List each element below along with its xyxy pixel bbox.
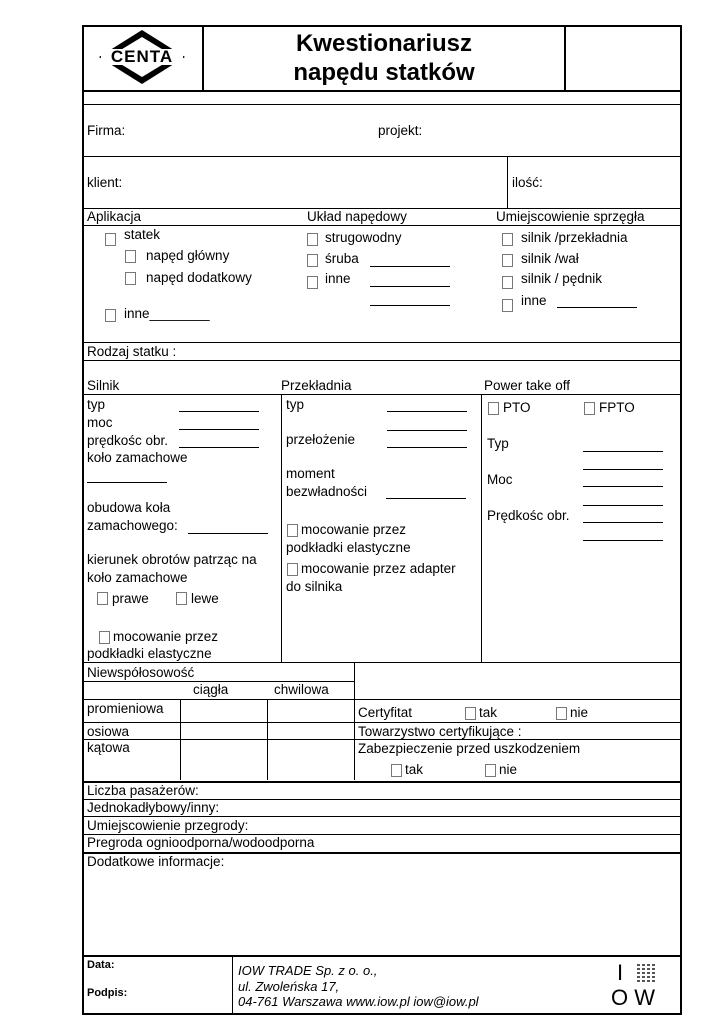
line-under-aplikacja-headings <box>82 225 682 226</box>
katowa-label: kątowa <box>87 740 130 755</box>
projekt-label[interactable]: projekt: <box>378 123 423 138</box>
przelozenie-blank[interactable] <box>387 447 467 448</box>
line-before-rodzaj <box>82 342 682 343</box>
przekladnia-mocowanie-checkbox-2[interactable] <box>287 563 298 576</box>
osiowa-label: osiowa <box>87 724 130 739</box>
pto-label: PTO <box>503 400 531 415</box>
przekladnia-typ-label: typ <box>286 397 305 412</box>
silnik-moc-label: moc <box>87 415 113 430</box>
podpis-label[interactable]: Podpis: <box>87 987 128 999</box>
title-line-2: napędu statków <box>293 59 475 86</box>
pto-typ-label: Typ <box>487 436 509 451</box>
zabezpieczenie-nie-checkbox[interactable] <box>485 764 496 777</box>
silnik-typ-blank[interactable] <box>179 411 259 412</box>
silnik-pednik-label: silnik / pędnik <box>521 271 603 286</box>
promieniowa-label: promieniowa <box>87 701 164 716</box>
silnik-kolo-blank[interactable] <box>87 482 167 483</box>
frame-left <box>82 25 84 1015</box>
line-before-niewspol <box>82 662 682 663</box>
frame-top <box>82 25 682 27</box>
przegrody-label[interactable]: Umiejscowienie przegrody: <box>87 818 249 833</box>
cert-line-1 <box>354 722 682 723</box>
line-after-rodzaj <box>82 360 682 361</box>
przekladnia-typ-blank-2[interactable] <box>387 430 467 431</box>
pto-moc-blank-2[interactable] <box>583 505 663 506</box>
silnik-kierunek-label-1: kierunek obrotów patrząc na <box>87 552 257 567</box>
fpto-label: FPTO <box>599 400 635 415</box>
prawe-label: prawe <box>112 591 149 606</box>
iow-logo-ow: O W <box>611 985 655 1010</box>
silnik-obudowa-label-1: obudowa koła <box>87 500 171 515</box>
fpto-checkbox[interactable] <box>584 402 595 415</box>
naped-glowny-label: napęd główny <box>146 248 230 263</box>
klient-label[interactable]: klient: <box>87 175 123 190</box>
moment-label-2: bezwładności <box>286 484 368 499</box>
pto-checkbox[interactable] <box>488 402 499 415</box>
silnik-obudowa-label-2: zamachowego: <box>87 518 178 533</box>
pto-predkosc-label: Prędkośc obr. <box>487 508 570 523</box>
silnik-typ-label: typ <box>87 397 106 412</box>
pasazerow-label[interactable]: Liczba pasażerów: <box>87 783 199 798</box>
silnik-obudowa-blank[interactable] <box>188 533 268 534</box>
uklad-inne-label: inne <box>325 271 351 286</box>
ilosc-label[interactable]: ilość: <box>512 175 543 190</box>
przekladnia-mocowanie-label-2a: mocowanie przez adapter <box>301 561 456 576</box>
silnik-wal-label: silnik /wał <box>521 251 579 266</box>
niewspol-line-2 <box>82 699 682 700</box>
zabezpieczenie-tak-checkbox[interactable] <box>391 764 402 777</box>
uklad-inne-blank-2[interactable] <box>370 305 450 306</box>
aplikacja-inne-checkbox[interactable] <box>105 309 116 322</box>
frame-bottom <box>82 1013 682 1015</box>
aplikacja-heading: Aplikacja <box>87 209 142 224</box>
ciagla-header: ciągła <box>193 682 229 697</box>
statek-checkbox[interactable] <box>105 233 116 246</box>
silnik-przekladnia-divider <box>281 394 282 662</box>
firma-label[interactable]: Firma: <box>87 123 126 138</box>
header-divider-right <box>564 25 566 90</box>
naped-dodatkowy-label: napęd dodatkowy <box>146 270 252 285</box>
pto-predkosc-blank-2[interactable] <box>583 540 663 541</box>
statek-label: statek <box>124 227 161 242</box>
umiejscowienie-inne-label: inne <box>521 293 547 308</box>
certyfitat-tak-checkbox[interactable] <box>465 707 476 720</box>
logo-text: CENTA <box>110 47 174 66</box>
lewe-checkbox[interactable] <box>176 592 187 605</box>
row-line-2 <box>82 816 682 817</box>
centa-logo <box>97 28 187 86</box>
przekladnia-typ-blank[interactable] <box>387 411 467 412</box>
page-title <box>204 29 564 87</box>
uklad-heading: Układ napędowy <box>307 209 407 224</box>
line-before-footer <box>82 955 682 957</box>
silnik-mocowanie-label-1: mocowanie przez <box>113 629 219 644</box>
pto-typ-blank-2[interactable] <box>583 469 663 470</box>
umiejscowienie-inne-checkbox[interactable] <box>502 299 513 312</box>
aplikacja-inne-label[interactable]: inne________ <box>124 306 210 321</box>
niewspol-line-4 <box>82 739 682 740</box>
title-line-1: Kwestionariusz <box>295 30 473 57</box>
strugowodny-label: strugowodny <box>325 230 402 245</box>
strugowodny-checkbox[interactable] <box>307 233 318 246</box>
certyfitat-tak-label: tak <box>479 705 498 720</box>
silnik-mocowanie-label-2: podkładki elastyczne <box>87 646 212 661</box>
pregroda-label[interactable]: Pregroda ognioodporna/wodoodporna <box>87 835 315 850</box>
umiejscowienie-heading: Umiejscowienie sprzęgła <box>496 209 645 224</box>
przelozenie-label: przełożenie <box>286 432 356 447</box>
silnik-predkosc-label: prędkośc obr. <box>87 433 169 448</box>
moment-blank[interactable] <box>386 498 466 499</box>
header-bottom <box>82 90 682 92</box>
silnik-wal-checkbox[interactable] <box>502 254 513 267</box>
silnik-heading: Silnik <box>87 378 120 393</box>
przekladnia-pto-divider <box>481 394 482 662</box>
certyfitat-label: Certyfitat <box>358 705 413 720</box>
pto-typ-blank-1[interactable] <box>583 451 663 452</box>
uklad-inne-blank-1[interactable] <box>370 286 450 287</box>
przekladnia-mocowanie-label-1b: podkładki elastyczne <box>286 540 411 555</box>
pto-moc-label: Moc <box>487 472 513 487</box>
sruba-blank[interactable] <box>370 266 450 267</box>
niewspol-line-3 <box>82 722 354 723</box>
uklad-inne-checkbox[interactable] <box>307 276 318 289</box>
zabezpieczenie-nie-label: nie <box>499 762 518 777</box>
frame-right <box>680 25 682 1015</box>
silnik-predkosc-blank[interactable] <box>179 447 259 448</box>
company-line-2: ul. Zwoleńska 17, <box>238 979 340 994</box>
przekladnia-mocowanie-checkbox-1[interactable] <box>287 524 298 537</box>
sruba-label: śruba <box>325 251 359 266</box>
data-label[interactable]: Data: <box>87 959 115 971</box>
pto-heading: Power take off <box>484 378 571 393</box>
silnik-przekladnia-checkbox[interactable] <box>502 233 513 246</box>
prawe-checkbox[interactable] <box>97 592 108 605</box>
przekladnia-heading: Przekładnia <box>281 378 352 393</box>
pto-moc-blank-1[interactable] <box>583 486 663 487</box>
naped-dodatkowy-checkbox[interactable] <box>125 272 136 285</box>
jednokadlubowy-label[interactable]: Jednokadłybowy/inny: <box>87 800 220 815</box>
niewspol-right-edge <box>354 662 355 780</box>
iow-logo-i: I <box>617 960 624 985</box>
company-line-3: 04-761 Warszawa www.iow.pl iow@iow.pl <box>238 994 479 1009</box>
line-after-firma <box>82 156 682 157</box>
moment-label-1: moment <box>286 466 335 481</box>
silnik-przekladnia-label: silnik /przekładnia <box>521 230 628 245</box>
silnik-mocowanie-checkbox[interactable] <box>99 631 110 644</box>
umiejscowienie-inne-blank[interactable] <box>557 307 637 308</box>
company-line-1: IOW TRADE Sp. z o. o., <box>238 963 378 978</box>
towarzystwo-label[interactable]: Towarzystwo certyfikujące : <box>358 724 522 739</box>
chwilowa-header: chwilowa <box>274 682 329 697</box>
silnik-pednik-checkbox[interactable] <box>502 276 513 289</box>
header-spacer-line <box>82 104 682 105</box>
lewe-label: lewe <box>191 591 219 606</box>
iow-logo <box>608 960 664 1010</box>
przekladnia-mocowanie-label-2b: do silnika <box>286 579 343 594</box>
sruba-checkbox[interactable] <box>307 254 318 267</box>
klient-divider <box>507 156 508 208</box>
przekladnia-mocowanie-label-1a: mocowanie przez <box>301 522 407 537</box>
silnik-moc-blank[interactable] <box>179 429 259 430</box>
zabezpieczenie-label: Zabezpieczenie przed uszkodzeniem <box>358 741 581 756</box>
dodatkowe-label[interactable]: Dodatkowe informacje: <box>87 854 225 869</box>
footer-divider <box>232 955 233 1014</box>
line-under-silnik-headings <box>82 394 682 395</box>
rodzaj-statku-label[interactable]: Rodzaj statku : <box>87 344 177 359</box>
certyfitat-nie-checkbox[interactable] <box>556 707 567 720</box>
niewspol-heading: Niewspółosowość <box>87 665 195 680</box>
zabezpieczenie-tak-label: tak <box>405 762 424 777</box>
silnik-kolo-label: koło zamachowe <box>87 450 188 465</box>
silnik-kierunek-label-2: koło zamachowe <box>87 570 188 585</box>
pto-predkosc-blank-1[interactable] <box>583 522 663 523</box>
naped-glowny-checkbox[interactable] <box>125 250 136 263</box>
iow-logo-grid-icon <box>637 964 655 982</box>
certyfitat-nie-label: nie <box>570 705 589 720</box>
